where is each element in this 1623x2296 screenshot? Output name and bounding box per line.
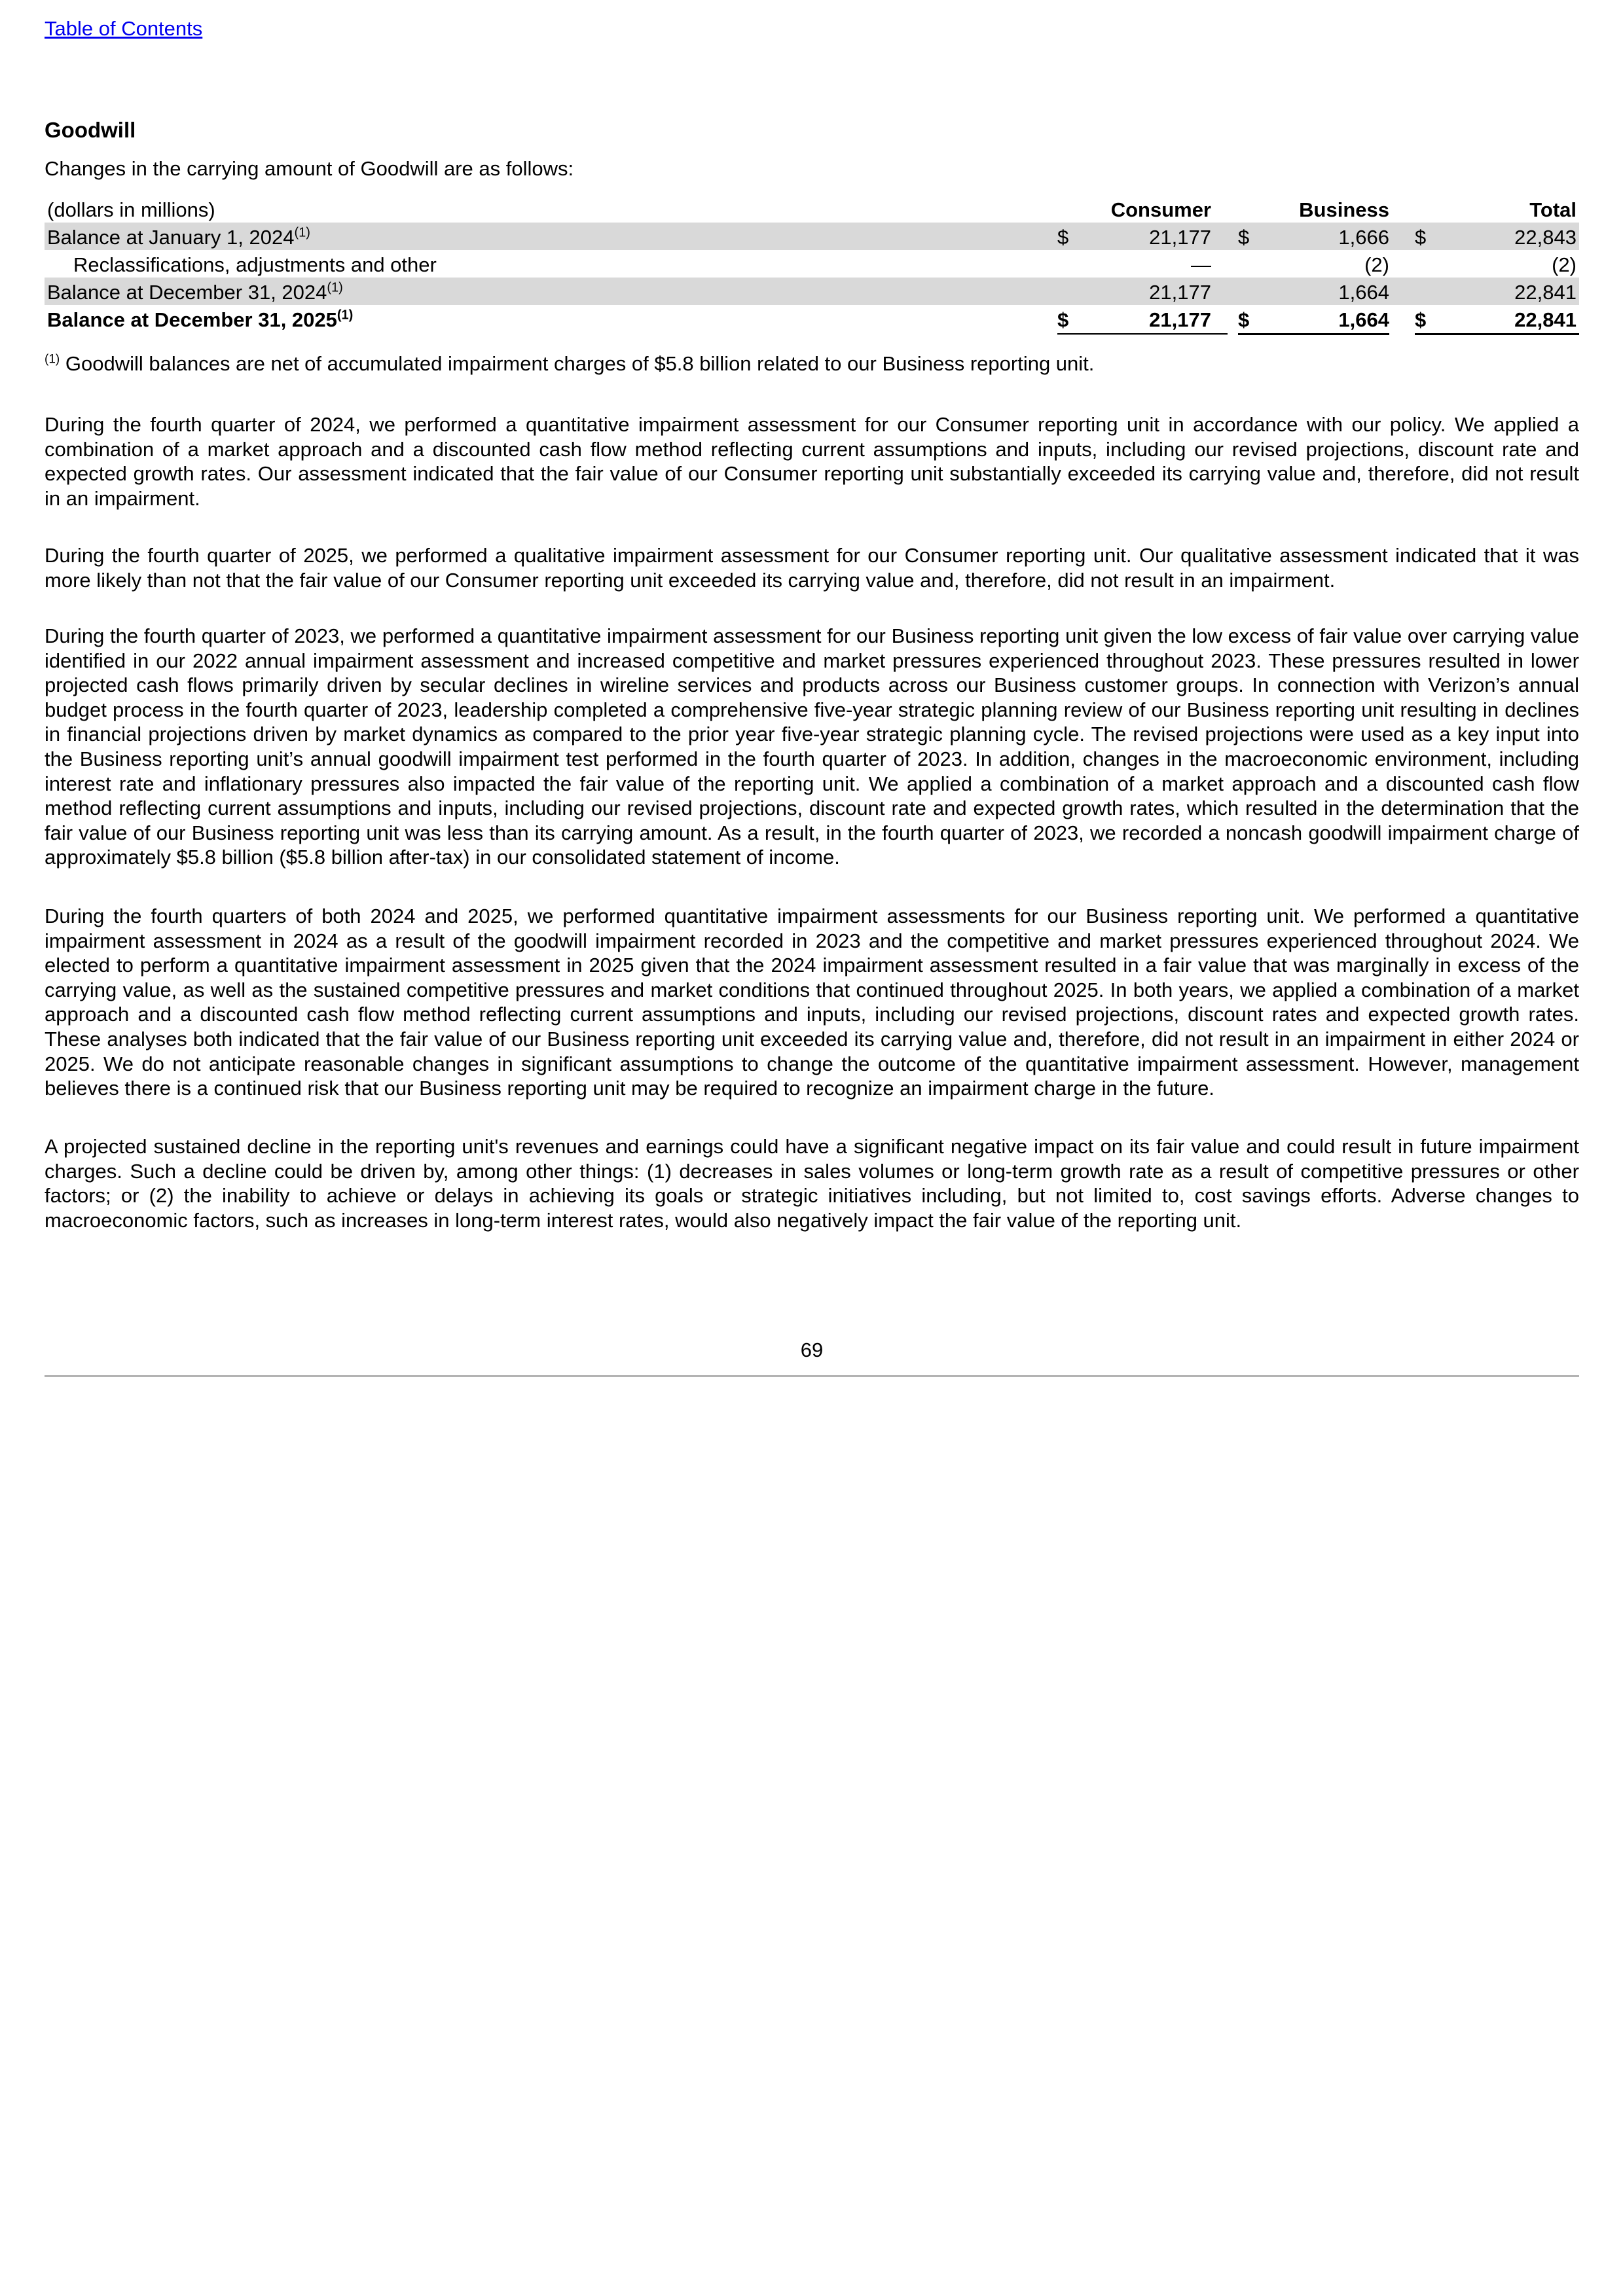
consumer-value: 21,177 xyxy=(1149,281,1211,304)
goodwill-table xyxy=(45,195,1579,332)
consumer-value: 21,177 xyxy=(1149,226,1211,249)
table-of-contents-link[interactable]: Table of Contents xyxy=(45,17,203,40)
row-label: Balance at December 31, 2024$^{(1)}$ xyxy=(47,280,343,304)
row-label: Balance at January 1, 2024$^{(1)}$ xyxy=(47,225,310,249)
table-row xyxy=(45,223,1579,250)
intro-text: Changes in the carrying amount of Goodwill are as follows: xyxy=(45,157,574,180)
business-value: 1,666 xyxy=(1338,226,1389,249)
total-value: 22,841 xyxy=(1514,281,1577,304)
consumer-value: — xyxy=(1191,253,1211,276)
paragraph: A projected sustained decline in the reporting unit's revenues and earnings could have a significant negative impact on its fair value and could result in future impairment charges. Such a decline could be driven by, among other things: (1) decreases in sales volumes or long-term growth rate as a result of competitive pressures or other factors; or (2) the inability to achieve or delays in achieving its goals or strategic initiatives including, but not limited to, cost savings efforts. Adverse changes to macroeconomic factors, such as increases in long-term interest rates, would also negatively impact the fair value of the reporting unit. xyxy=(45,1135,1579,1232)
total-rule-consumer xyxy=(1057,333,1228,337)
currency-symbol: $ xyxy=(1057,226,1069,249)
business-value: 1,664 xyxy=(1338,281,1389,304)
currency-symbol: $ xyxy=(1415,226,1427,249)
total-rule-total xyxy=(1415,333,1579,335)
unit-label: (dollars in millions) xyxy=(47,198,215,221)
row-label: Balance at December 31, 2025$^{(1)}$ xyxy=(47,308,354,331)
paragraph: During the fourth quarter of 2023, we performed a quantitative impairment assessment for our Business reporting unit given the low excess of fair value over carrying value identified in our 2022 annual impairment assessment and increased competitive and market pressures experienced throughout 2023. These pressures resulted in lower projected cash flows primarily driven by secular declines in wireline services and products across our Business customer groups. In connection with Verizon’s annual budget process in the fourth quarter of 2023, leadership completed a comprehensive five-year strategic planning review of our Business reporting unit resulting in declines in financial projections driven by market dynamics as compared to the prior year five-year strategic planning cycle. The revised projections were used as a key input into the Business reporting unit’s annual goodwill impairment test performed in the fourth quarter of 2023. In addition, changes in the macroeconomic environment, including interest rate and inflationary pressures also impacted the fair value of the reporting unit. We applied a combination of a market approach and a discounted cash flow method reflecting current assumptions and inputs, including our revised projections, discount rate and expected growth rates, which resulted in the determination that the fair value of our Business reporting unit was less than its carrying amount. As a result, in the fourth quarter of 2023, we recorded a noncash goodwill impairment charge of approximately $5.8 billion ($5.8 billion after-tax) in our consolidated statement of income. xyxy=(45,624,1579,869)
currency-symbol: $ xyxy=(1238,308,1250,331)
footnote-text: Goodwill balances are net of accumulated impairment charges of $5.8 billion related to our Business reporting unit. xyxy=(65,352,1095,375)
business-value: 1,664 xyxy=(1338,308,1389,331)
paragraph: During the fourth quarter of 2025, we performed a qualitative impairment assessment for our Consumer reporting unit. Our qualitative assessment indicated that it was more likely than not that the fair value of our Consumer reporting unit exceeded its carrying value and, therefore, did not result in an impairment. xyxy=(45,544,1579,592)
paragraph: During the fourth quarters of both 2024 and 2025, we performed quantitative impairment assessments for our Business reporting unit. We performed a quantitative impairment assessment in 2024 as a result of the goodwill impairment recorded in 2023 and the competitive and market pressures experienced throughout 2024. We elected to perform a quantitative impairment assessment in 2025 given that the 2024 impairment assessment resulted in a fair value that was marginally in excess of the carrying value, as well as the sustained competitive pressures and market conditions that continued throughout 2025. In both years, we applied a combination of a market approach and a discounted cash flow method reflecting current assumptions and inputs, including our revised projections, discount rates and expected growth rates. These analyses both indicated that the fair value of our Business reporting unit exceeded its carrying value and, therefore, did not result in an impairment in either 2024 or 2025. We do not anticipate reasonable changes in significant assumptions to change the outcome of the quantitative impairment assessment. However, management believes there is a continued risk that our Business reporting unit may be required to recognize an impairment charge in the future. xyxy=(45,905,1579,1100)
total-value: (2) xyxy=(1552,253,1577,276)
page-number: 69 xyxy=(800,1338,824,1361)
column-header-total: Total xyxy=(1529,198,1577,221)
footnote-marker: (1) xyxy=(45,352,60,367)
footer-rule xyxy=(45,1375,1579,1377)
total-rule-business xyxy=(1238,333,1389,335)
total-value: 22,843 xyxy=(1514,226,1577,249)
currency-symbol: $ xyxy=(1415,308,1427,331)
row-label: Reclassifications, adjustments and other xyxy=(73,253,437,276)
table-row xyxy=(45,278,1579,305)
column-header-consumer: Consumer xyxy=(1110,198,1211,221)
paragraph: During the fourth quarter of 2024, we performed a quantitative impairment assessment for our Consumer reporting unit in accordance with our policy. We applied a combination of a market approach and a discounted cash flow method reflecting current assumptions and inputs, including our revised projections, discount rate and expected growth rates. Our assessment indicated that the fair value of our Consumer reporting unit substantially exceeded its carrying value and, therefore, did not result in an impairment. xyxy=(45,413,1579,510)
currency-symbol: $ xyxy=(1057,308,1069,331)
table-header-row xyxy=(45,195,1579,223)
section-heading: Goodwill xyxy=(45,118,136,142)
currency-symbol: $ xyxy=(1238,226,1250,249)
table-row xyxy=(45,305,1579,332)
table-footnote xyxy=(45,352,1094,376)
column-header-business: Business xyxy=(1299,198,1389,221)
table-row xyxy=(45,250,1579,278)
business-value: (2) xyxy=(1364,253,1389,276)
consumer-value: 21,177 xyxy=(1149,308,1211,331)
total-value: 22,841 xyxy=(1514,308,1577,331)
